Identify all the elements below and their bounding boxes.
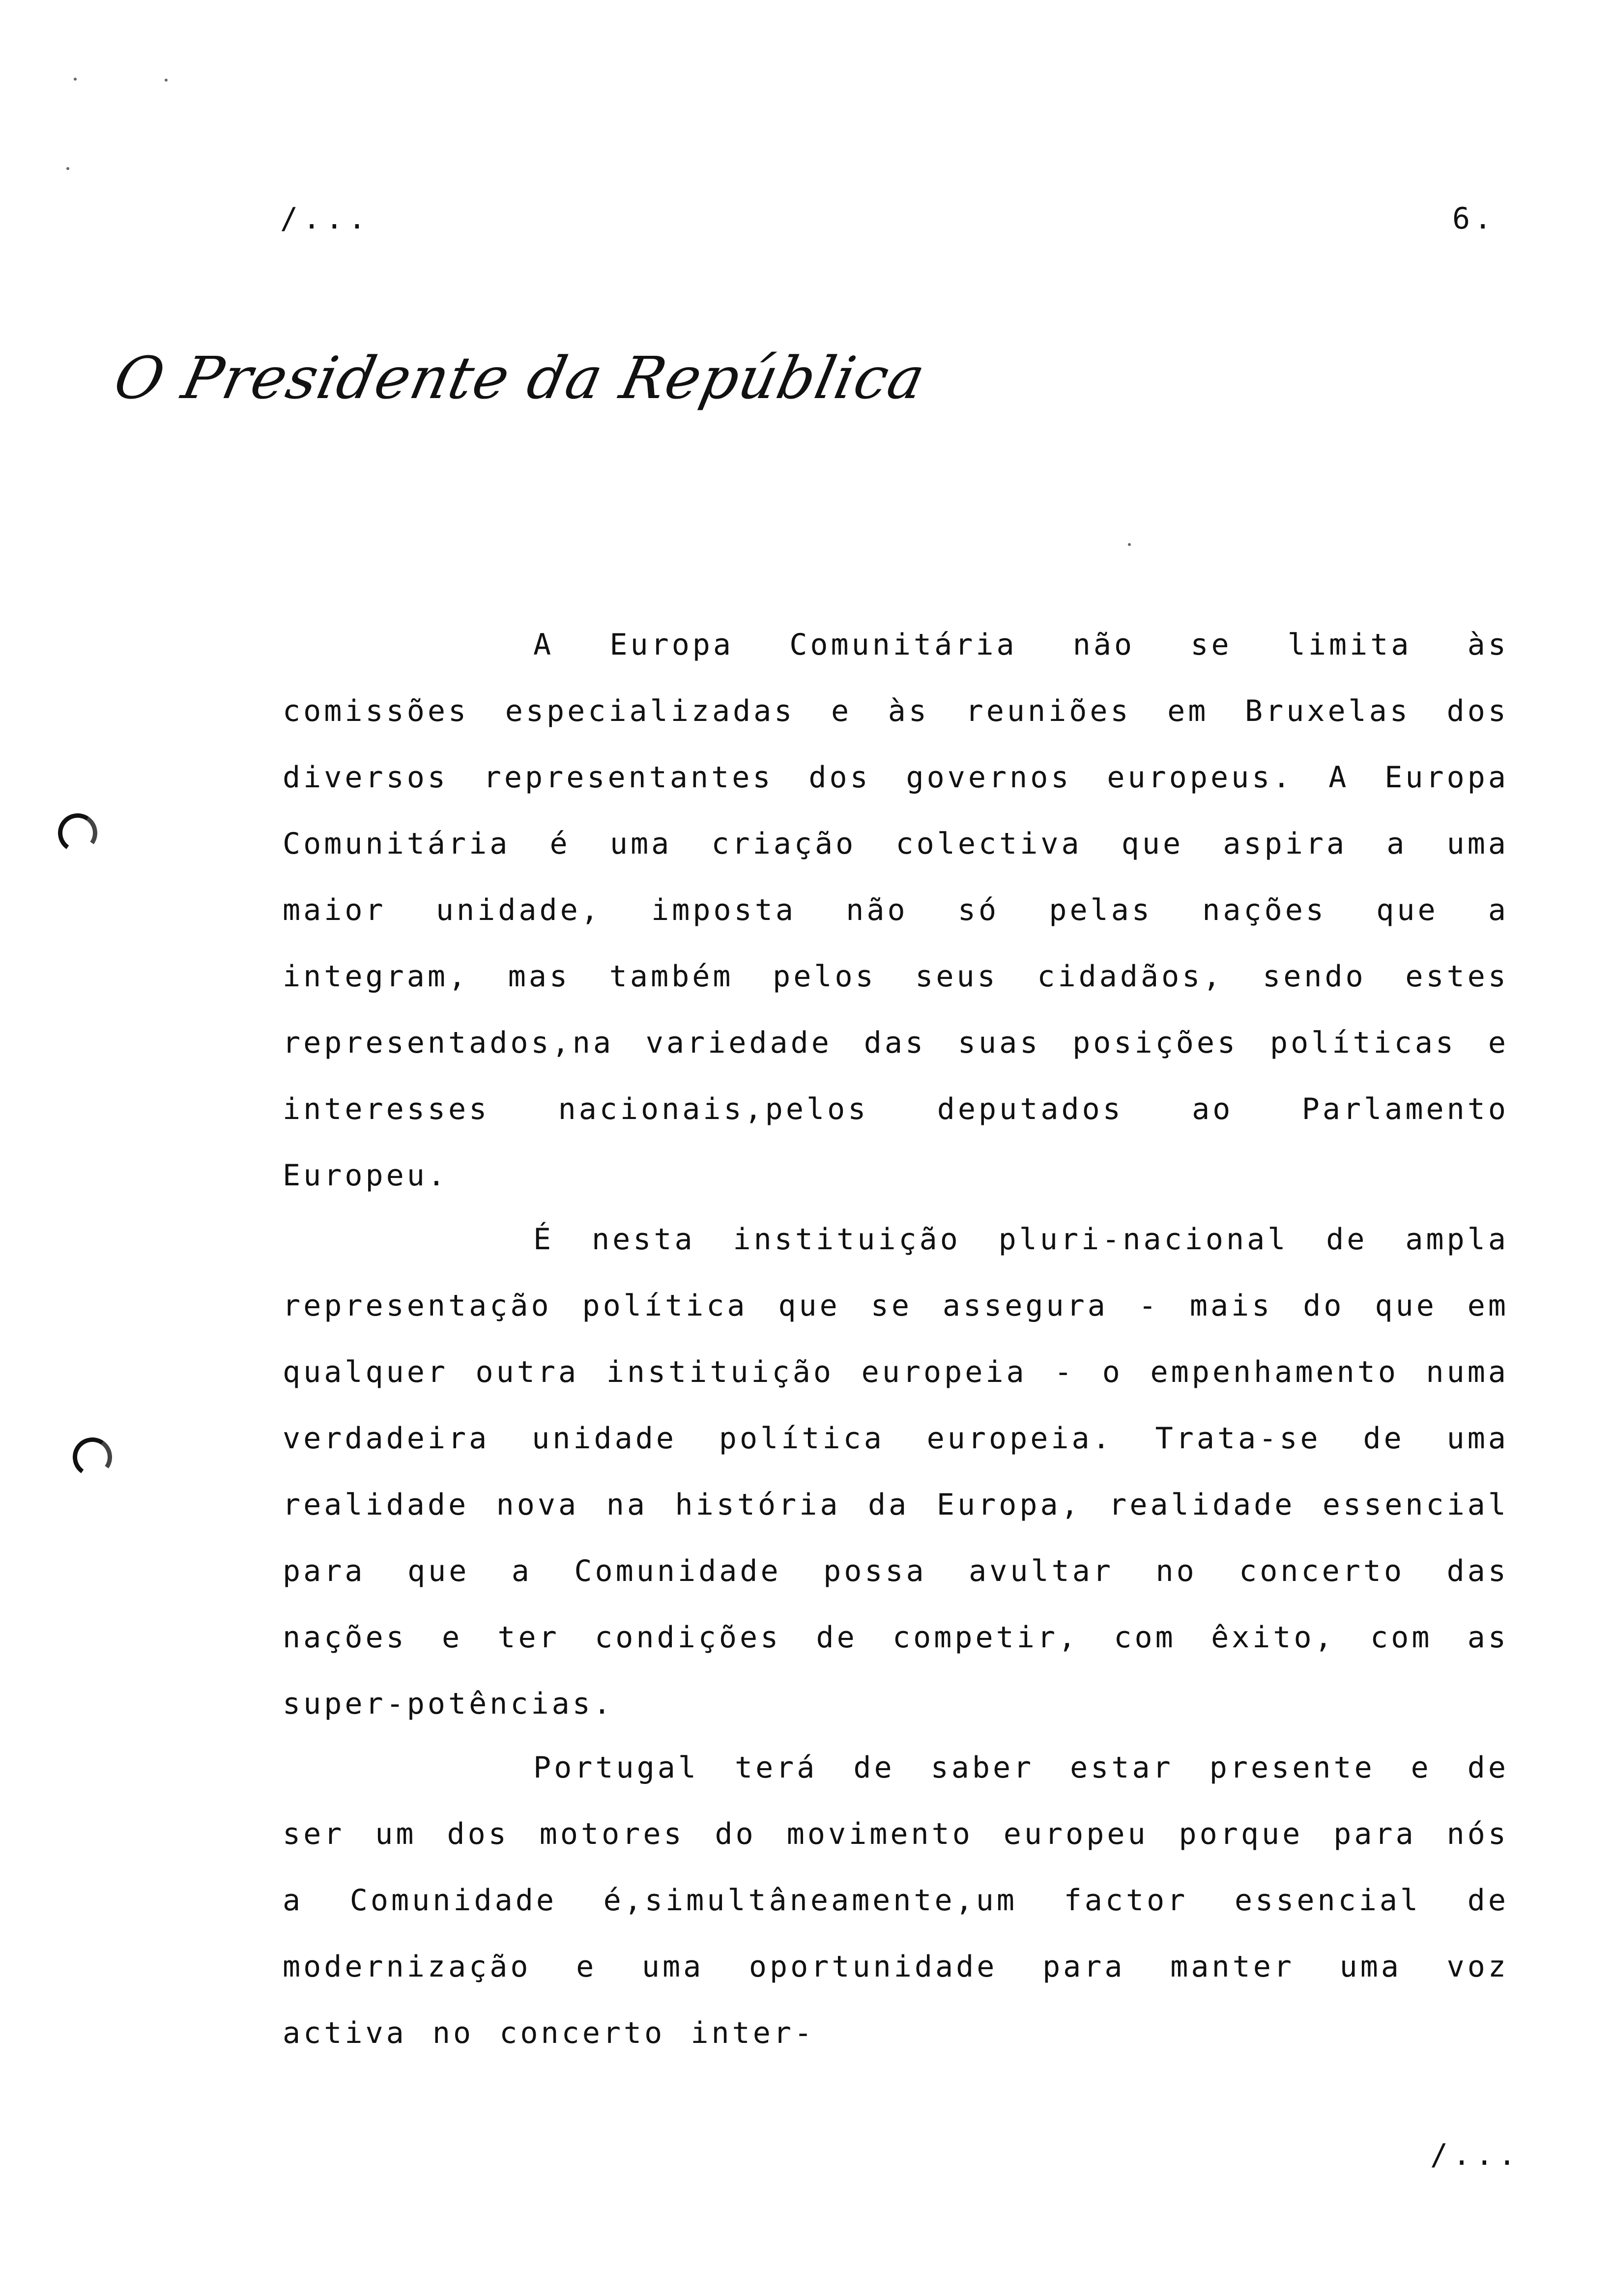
header-continuation-mark: /... [280,201,371,236]
scan-speck [165,79,168,82]
hole-punch-icon [70,1435,115,1480]
scan-speck [66,167,69,170]
paragraph-1 [283,612,1509,1209]
paragraph-2 [283,1206,1509,1737]
scan-speck [74,78,77,81]
letterhead-title: O Presidente da República [108,344,932,412]
footer-continuation-mark: /... [1430,2138,1521,2172]
paragraph-text: É nesta instituição pluri-nacional de ampla representação política que se assegura - mais do que em qualquer outra instituição europeia - o empenhamento numa verdadeira unidade política europeia. Trata-se de uma realidade nova na história da Europa, realidade essencial para que a Comunidade possa avultar no concerto das nações e ter condições de competir, com êxito, com as super-potências. [283,1222,1509,1721]
hole-punch-icon [55,810,101,856]
page-number: 6. [1452,201,1496,236]
scan-speck [1128,543,1131,546]
paragraph-3 [283,1735,1509,2066]
paragraph-text: A Europa Comunitária não se limita às comissões especializadas e às reuniões em Bruxelas dos diversos representantes dos governos europeus. A Europa Comunitária é uma criação colectiva que aspira a uma maior unidade, imposta não só pelas nações que a integram, mas também pelos seus cidadãos, sendo estes representados,na variedade das suas posições políticas e interesses nacionais,pelos deputados ao Parlamento Europeu. [283,628,1509,1193]
paragraph-text: Portugal terá de saber estar presente e de ser um dos motores do movimento europeu porque para nós a Comunidade é,simultâneamente,um factor essencial de modernização e uma oportunidade para manter uma voz activa no concerto inter- [283,1751,1509,2050]
